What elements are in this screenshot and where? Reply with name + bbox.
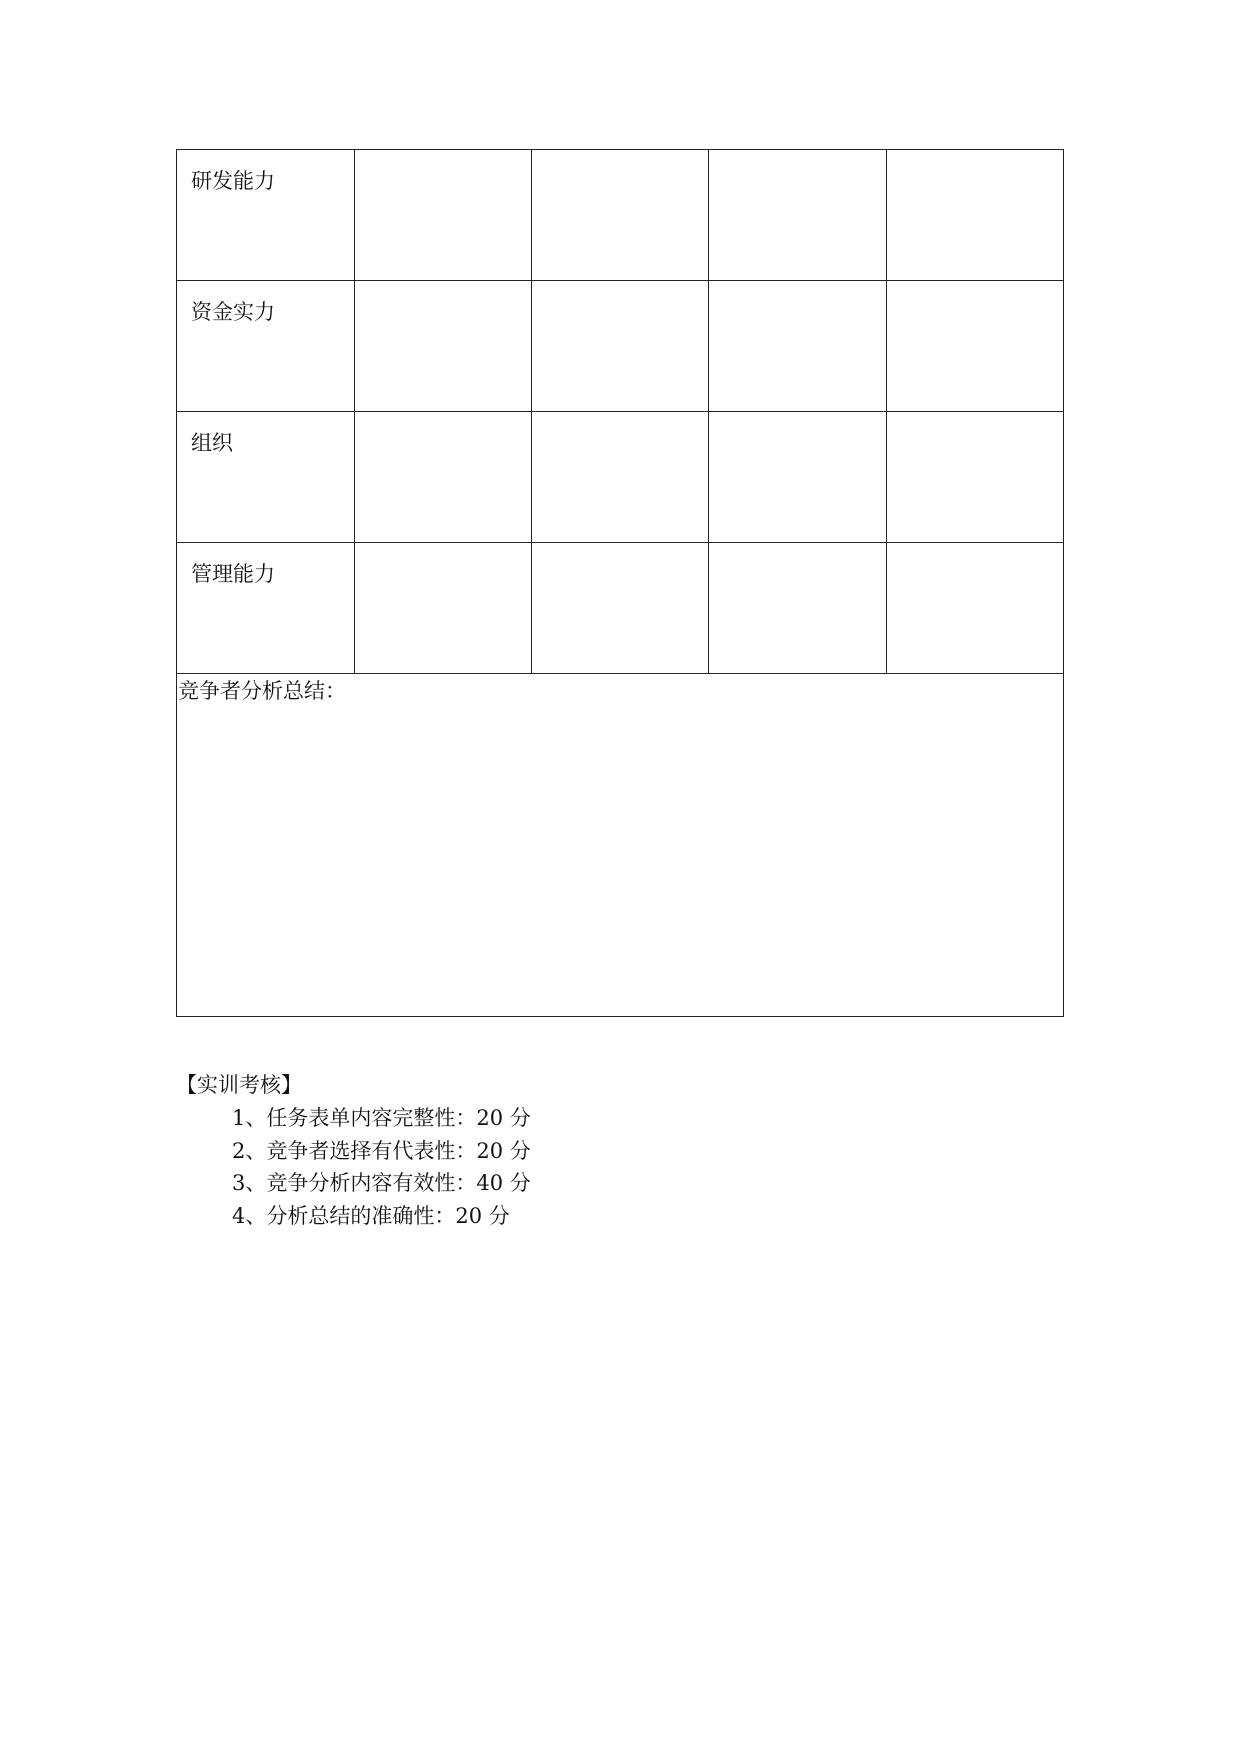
table-cell[interactable] xyxy=(709,543,887,674)
row-label: 资金实力 xyxy=(191,300,275,324)
table-cell[interactable] xyxy=(355,281,532,412)
table-cell[interactable] xyxy=(355,150,532,281)
table-cell[interactable] xyxy=(355,543,532,674)
summary-label: 竞争者分析总结： xyxy=(178,679,346,703)
row-label-cell xyxy=(177,281,355,412)
assessment-section xyxy=(176,1072,876,1235)
table-cell[interactable] xyxy=(887,543,1064,674)
table-cell[interactable] xyxy=(887,281,1064,412)
assessment-item: 4、分析总结的准确性：20 分 xyxy=(232,1203,510,1228)
table-cell[interactable] xyxy=(355,412,532,543)
summary-row xyxy=(177,674,1064,1017)
table-cell[interactable] xyxy=(532,543,709,674)
assessment-item: 3、竞争分析内容有效性：40 分 xyxy=(232,1171,531,1195)
table-cell[interactable] xyxy=(887,412,1064,543)
table-cell[interactable] xyxy=(532,281,709,412)
table-cell[interactable] xyxy=(532,412,709,543)
assessment-title: 【实训考核】 xyxy=(176,1073,302,1097)
assessment-item: 2、竞争者选择有代表性：20 分 xyxy=(232,1138,531,1163)
row-label-cell xyxy=(177,543,355,674)
row-label: 管理能力 xyxy=(191,562,275,586)
assessment-list xyxy=(176,1105,876,1235)
assessment-item: 1、任务表单内容完整性：20 分 xyxy=(232,1106,531,1130)
row-label: 组织 xyxy=(191,431,233,455)
table-row xyxy=(177,412,1064,543)
table-cell[interactable] xyxy=(709,281,887,412)
table-row xyxy=(177,281,1064,412)
table-row xyxy=(177,543,1064,674)
summary-cell[interactable] xyxy=(177,674,1064,1017)
table-cell[interactable] xyxy=(887,150,1064,281)
table-cell[interactable] xyxy=(532,150,709,281)
row-label-cell xyxy=(177,150,355,281)
table-cell[interactable] xyxy=(709,412,887,543)
row-label-cell xyxy=(177,412,355,543)
competitor-analysis-table xyxy=(176,149,1064,1017)
table-row xyxy=(177,150,1064,281)
row-label: 研发能力 xyxy=(191,169,275,193)
table-cell[interactable] xyxy=(709,150,887,281)
